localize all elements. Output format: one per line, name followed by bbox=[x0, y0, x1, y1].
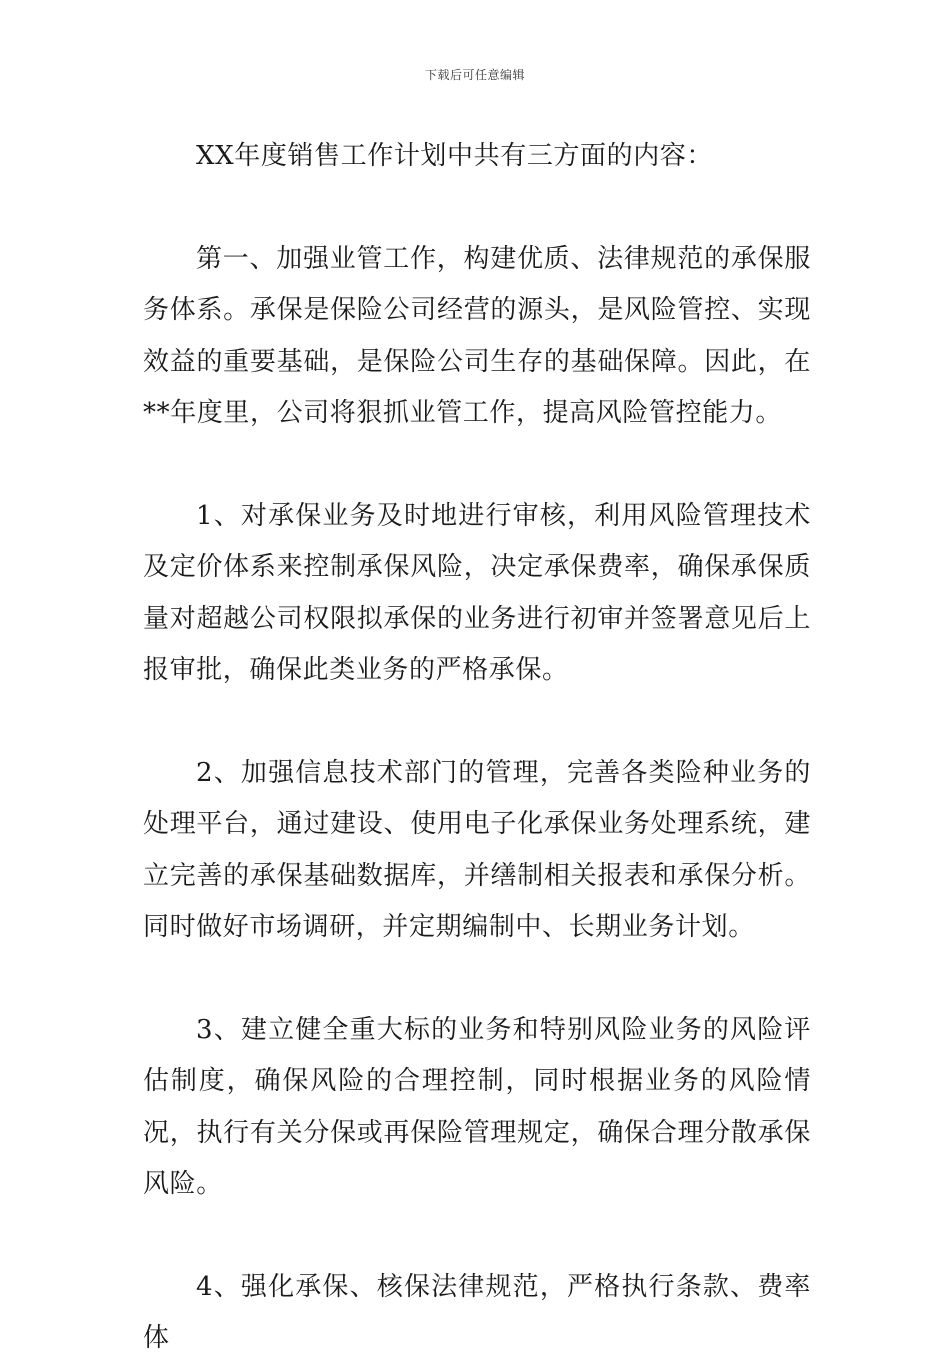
paragraph-item-3: 3、建立健全重大标的业务和特别风险业务的风险评估制度，确保风险的合理控制，同时根据业务的风险情况，执行有关分保或再保险管理规定，确保合理分散承保风险。 bbox=[143, 1014, 811, 1199]
paragraph-intro: XX年度销售工作计划中共有三方面的内容： bbox=[196, 141, 714, 171]
paragraph-section-one: 第一、加强业管工作，构建优质、法律规范的承保服务体系。承保是保险公司经营的源头，是风险管控、实现效益的重要基础，是保险公司生存的基础保障。因此，在**年度里，公司将狠抓业管工作，提高风险管控能力。 bbox=[143, 243, 811, 428]
paragraph-item-1: 1、对承保业务及时地进行审核，利用风险管理技术及定价体系来控制承保风险，决定承保费率，确保承保质量对超越公司权限拟承保的业务进行初审并签署意见后上报审批，确保此类业务的严格承保。 bbox=[143, 500, 811, 685]
paragraph-item-4: 4、强化承保、核保法律规范，严格执行条款、费率体 bbox=[143, 1271, 811, 1353]
paragraph-item-2: 2、加强信息技术部门的管理，完善各类险种业务的处理平台，通过建设、使用电子化承保业务处理系统，建立完善的承保基础数据库，并缮制相关报表和承保分析。同时做好市场调研，并定期编制中、长期业务计划。 bbox=[143, 757, 811, 942]
header-note: 下载后可任意编辑 bbox=[424, 68, 525, 82]
document-body bbox=[143, 131, 811, 1365]
